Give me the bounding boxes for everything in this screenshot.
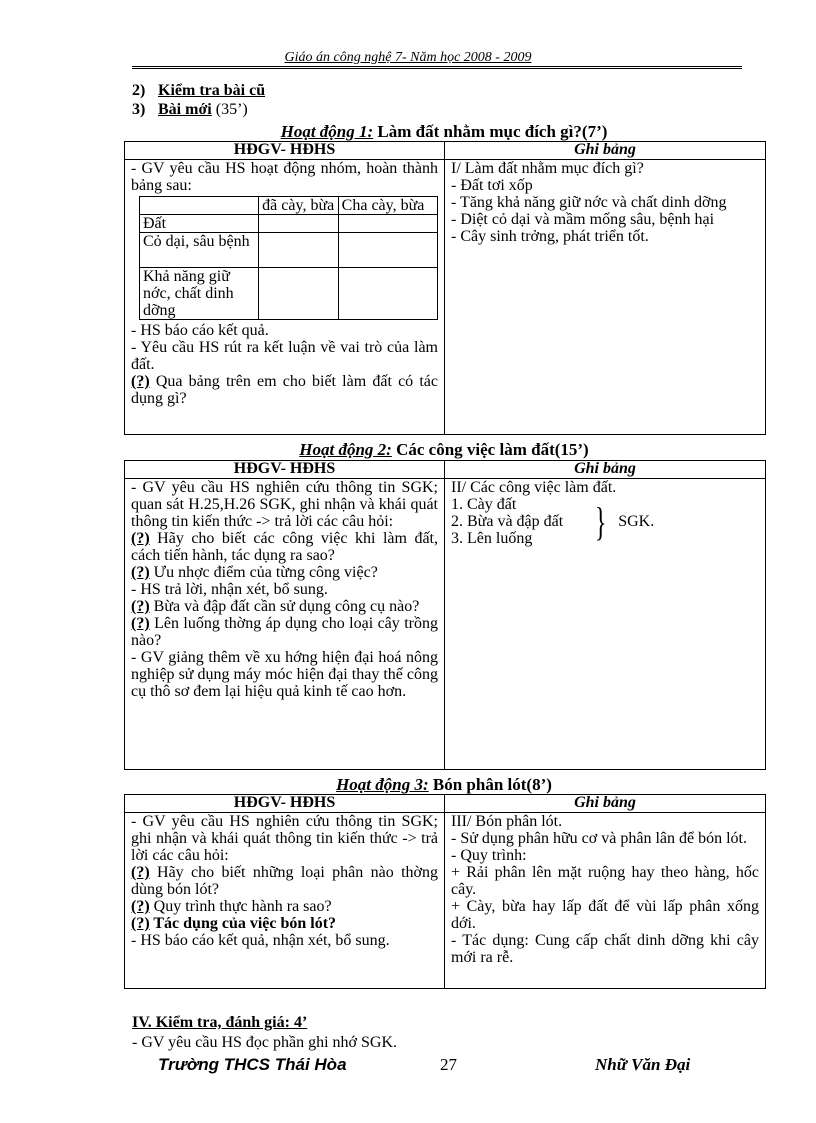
activity-3-table (124, 794, 766, 989)
inner-table-cell (338, 233, 437, 268)
footer-author: Nhữ Văn Đại (595, 1055, 691, 1074)
activity-2-question (131, 615, 438, 649)
inner-table-header: Cha cày, bừa (338, 197, 437, 215)
col-header-left: HĐGV- HĐHS (125, 461, 445, 479)
activity-3-intro: - GV yêu cầu HS nghiên cứu thông tin SGK; ghi nhận và khái quát thông tin kiến thức -> trả lời các câu hỏi: (131, 813, 438, 864)
page-header: Giáo án công nghệ 7- Năm học 2008 - 2009 (284, 50, 532, 65)
inner-table-cell: Đất (140, 215, 259, 233)
question-text: Qua bảng trên em cho biết làm đất có tác dụng gì? (131, 373, 438, 407)
activity-3-reply: - HS báo cáo kết quả, nhận xét, bổ sung. (131, 932, 390, 949)
footer-school: Trường THCS Thái Hòa (158, 1055, 347, 1074)
header-rule (132, 66, 742, 69)
activity-3-right-line: - Quy trình: (451, 847, 527, 864)
question-mark: (?) (131, 615, 150, 632)
inner-table-cell (338, 215, 437, 233)
activity-3-right-line: - Sử dụng phân hữu cơ và phân lân để bón lót. (451, 830, 747, 847)
activity-1-title (124, 122, 764, 142)
activity-2-table (124, 460, 766, 770)
activity-1-left-line: - HS báo cáo kết quả. (131, 322, 269, 339)
activity-1-prefix: Hoạt động 1: (280, 122, 374, 141)
question-mark: (?) (131, 864, 150, 881)
col-header-right: Ghi bảng (445, 142, 766, 160)
col-header-right: Ghi bảng (445, 795, 766, 813)
activity-3-left (125, 813, 445, 989)
col-header-left: HĐGV- HĐHS (125, 795, 445, 813)
activity-1-left-line: - Yêu cầu HS rút ra kết luận về vai trò của làm đất. (131, 339, 438, 373)
activity-3-question (131, 915, 438, 932)
question-text: Lên luống thờng áp dụng cho loại cây trồng nào? (131, 615, 438, 649)
activity-1-right-line: - Đất tơi xốp (451, 177, 533, 194)
question-mark: (?) (131, 564, 150, 581)
activity-3-right-line: - Tác dụng: Cung cấp chất dinh dỡng khi cây mới ra rễ. (451, 932, 759, 966)
activity-2-step-list (451, 496, 591, 547)
inner-table-header: đã cày, bừa (259, 197, 339, 215)
section-3-number: 3) (132, 101, 146, 118)
activity-1-left (125, 160, 445, 435)
activity-1-right-line: - Tăng khả năng giữ nớc và chất dinh dỡng (451, 194, 727, 211)
section-3-time: (35’) (215, 101, 248, 118)
col-header-right: Ghi bảng (445, 461, 766, 479)
inner-table-header (140, 197, 259, 215)
activity-2-steps (451, 496, 759, 547)
inner-table-cell: Khả năng giữ nớc, chất dinh dỡng (140, 268, 259, 320)
inner-table-cell (259, 268, 339, 320)
activity-2-intro: - GV yêu cầu HS nghiên cứu thông tin SGK; quan sát H.25,H.26 SGK, ghi nhận và khái quát thông tin kiến thức -> trả lời các câu hỏi: (131, 479, 438, 530)
question-text: Hãy cho biết các công việc khi làm đất, cách tiến hành, tác dụng ra sao? (131, 530, 438, 564)
activity-1-left-line: - GV yêu cầu HS hoạt động nhóm, hoàn thành bảng sau: (131, 160, 438, 194)
activity-1-table (124, 141, 766, 435)
section-3 (132, 101, 248, 119)
activity-3-right-line: III/ Bón phân lót. (451, 813, 563, 830)
activity-2-rest: Các công việc làm đất(15’) (396, 440, 589, 459)
activity-3-rest: Bón phân lót(8’) (432, 775, 552, 794)
activity-1-rest: Làm đất nhằm mục đích gì?(7’) (377, 122, 608, 141)
activity-3-question (131, 898, 438, 915)
activity-2-question (131, 564, 438, 581)
section-4-label: IV. Kiểm tra, đánh giá: 4’ (132, 1014, 308, 1031)
activity-3-question (131, 864, 438, 898)
section-4-line: - GV yêu cầu HS đọc phần ghi nhớ SGK. (132, 1034, 398, 1051)
question-text: Quy trình thực hành ra sao? (149, 898, 332, 915)
activity-2-reply: - HS trả lời, nhận xét, bổ sung. (131, 581, 328, 598)
col-header-left: HĐGV- HĐHS (125, 142, 445, 160)
question-text: Tác dụng của việc bón lót? (149, 915, 337, 932)
activity-2-step: 2. Bừa và đập đất (451, 513, 564, 530)
activity-2-right-title: II/ Các công việc làm đất. (451, 479, 617, 496)
section-2-label: Kiểm tra bài cũ (158, 82, 266, 99)
inner-table (139, 196, 438, 320)
activity-2-question (131, 530, 438, 564)
activity-2-conclusion: - GV giảng thêm về xu hớng hiện đại hoá nông nghiệp sử dụng máy móc hiện đại thay thế công cụ thô sơ đem lại hiệu quả kinh tế cao hơn. (131, 649, 438, 700)
activity-3-right-line: + Cày, bừa hay lấp đất để vùi lấp phân xống dới. (451, 898, 759, 932)
question-text: Ưu nhợc điểm của từng công việc? (149, 564, 378, 581)
question-mark: (?) (131, 915, 150, 932)
activity-1-right-line: I/ Làm đất nhằm mục đích gì? (451, 160, 644, 177)
activity-2-step: 1. Cày đất (451, 496, 517, 513)
activity-2-step: 3. Lên luống (451, 530, 533, 547)
question-mark: (?) (131, 598, 150, 615)
section-2-number: 2) (132, 82, 146, 99)
activity-1-right (445, 160, 766, 435)
activity-2-right (445, 479, 766, 770)
section-3-label: Bài mới (158, 101, 212, 118)
right-brace-icon: } (594, 498, 607, 544)
activity-3-prefix: Hoạt động 3: (336, 775, 429, 794)
activity-2-prefix: Hoạt động 2: (299, 440, 392, 459)
activity-3-right-line: + Rải phân lên mặt ruộng hay theo hàng, hốc cây. (451, 864, 759, 898)
inner-table-cell (259, 233, 339, 268)
activity-2-left (125, 479, 445, 770)
activity-1-right-line: - Cây sinh trởng, phát triển tốt. (451, 228, 649, 245)
inner-table-cell: Cỏ dại, sâu bệnh (140, 233, 259, 268)
question-text: Bừa và đập đất cần sử dụng công cụ nào? (149, 598, 420, 615)
activity-2-ref: SGK. (618, 513, 655, 530)
activity-3-title (124, 775, 764, 795)
question-mark: (?) (131, 898, 150, 915)
question-text: Hãy cho biết những loại phân nào thờng dùng bón lót? (131, 864, 438, 898)
activity-2-question (131, 598, 438, 615)
footer-page-number: 27 (440, 1055, 457, 1074)
activity-1-right-line: - Diệt cỏ dại và mầm mống sâu, bệnh hại (451, 211, 715, 228)
activity-3-right (445, 813, 766, 989)
inner-table-cell (259, 215, 339, 233)
activity-2-title (124, 440, 764, 460)
inner-table-cell (338, 268, 437, 320)
question-mark: (?) (131, 373, 150, 390)
question-mark: (?) (131, 530, 150, 547)
section-2 (132, 82, 265, 100)
activity-1-question (131, 373, 438, 407)
